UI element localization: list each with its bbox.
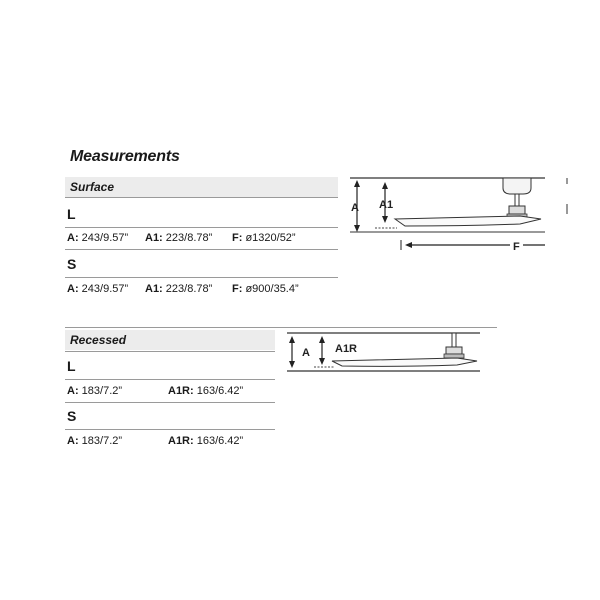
downrod-shape <box>515 194 519 206</box>
surface-section-label: Surface <box>70 180 115 194</box>
arrow-down-icon <box>382 216 388 223</box>
canopy-shape <box>503 178 531 194</box>
blade-shape <box>332 358 477 366</box>
surface-s-spec-a1: A1: 223/8.78” <box>145 283 213 295</box>
divider <box>65 429 275 430</box>
motor-base-shape <box>444 354 464 358</box>
surface-l-spec-a1: A1: 223/8.78” <box>145 232 213 244</box>
recessed-l-spec-a1r: A1R: 163/6.42” <box>168 385 244 397</box>
recessed-section-header <box>65 330 275 350</box>
divider <box>65 277 338 278</box>
surface-l-spec-f: F: ø1320/52” <box>232 232 296 244</box>
surface-size-s: S <box>67 256 77 272</box>
recessed-s-spec-a: A: 183/7.2” <box>67 435 123 447</box>
motor-shape <box>509 206 525 214</box>
downrod-shape <box>452 333 456 347</box>
arrow-up-icon <box>354 180 360 187</box>
a1-label: A1 <box>379 199 394 211</box>
recessed-section-label: Recessed <box>70 333 127 347</box>
surface-s-spec-a: A: 243/9.57” <box>67 283 129 295</box>
divider <box>65 249 338 250</box>
arrow-down-icon <box>354 225 360 232</box>
arrow-left-icon <box>405 242 412 248</box>
blade-shape <box>395 216 541 226</box>
recessed-size-s: S <box>67 408 77 424</box>
divider <box>65 379 275 380</box>
arrow-up-icon <box>319 336 325 343</box>
arrow-down-icon <box>289 361 295 368</box>
recessed-mount-diagram <box>282 328 482 378</box>
motor-shape <box>446 347 462 354</box>
surface-l-spec-a: A: 243/9.57” <box>67 232 129 244</box>
f-label: F <box>513 241 520 253</box>
arrow-up-icon <box>289 336 295 343</box>
arrow-up-icon <box>382 182 388 189</box>
surface-size-l: L <box>67 206 76 222</box>
divider <box>65 227 338 228</box>
surface-section-header <box>65 177 338 197</box>
surface-mount-diagram <box>345 170 570 260</box>
page-title: Measurements <box>70 148 180 165</box>
divider <box>65 197 338 198</box>
a-label: A <box>302 347 310 359</box>
a-label: A <box>351 202 359 214</box>
a1r-label: A1R <box>335 343 358 355</box>
recessed-s-spec-a1r: A1R: 163/6.42” <box>168 435 244 447</box>
recessed-size-l: L <box>67 358 76 374</box>
divider <box>65 402 275 403</box>
recessed-l-spec-a: A: 183/7.2” <box>67 385 123 397</box>
surface-s-spec-f: F: ø900/35.4” <box>232 283 299 295</box>
divider <box>65 351 275 352</box>
arrow-down-icon <box>319 358 325 365</box>
